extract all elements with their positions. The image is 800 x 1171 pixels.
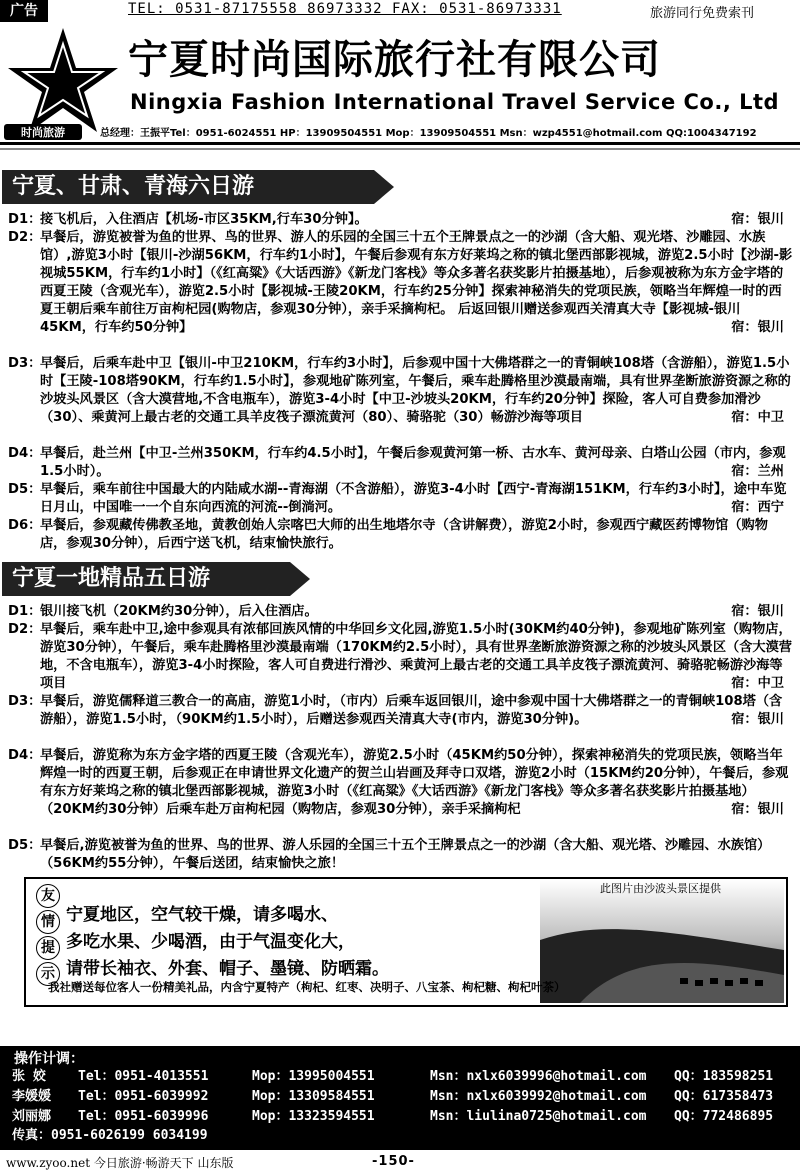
gift-note: 我社赠送每位客人一份精美礼品，内含宁夏特产（枸杞、红枣、决明子、八宝茶、枸杞糖、枸杞叶茶）	[48, 980, 566, 994]
tour1-title: 宁夏、甘肃、青海六日游	[2, 170, 374, 204]
tip-line-3: 请带长袖衣、外套、帽子、墨镜、防晒霜。	[66, 959, 389, 979]
manager-contacts: 总经理：王振平Tel：0951-6024551 HP：13909504551 Mop：13909504551 Msn：wzp4551@hotmail.com QQ:1004347192	[100, 128, 757, 139]
tour2-day-4: D4： 早餐后，游览称为东方金字塔的西夏王陵（含观光车），游览2.5小时（45KM约50分钟），探索神秘消失的党项民族，领略当年辉煌一时的西夏王朝，后参观正在申请世界文化遗产的贺兰山岩画及拜寺口双塔，游览2小时（15KM约20分钟），午餐后，参观有东方好莱坞之称的镇北堡西部影视城，游览3小时（《红高粱》《大话西游》《新龙门客栈》等众多著名获奖影片拍摄基地）（20KM约30分钟）后乘车赴万亩枸杞园（购物店，参观30分钟），亲手采摘枸杞 宿：银川	[8, 748, 789, 817]
tour1-day-3: D3： 早餐后，后乘车赴中卫【银川-中卫210KM，行车约3小时】，后参观中国十大佛塔群之一的青铜峡108塔（含游船），游览1.5小时【王陵-108塔90KM，行车约1.5小时】，参观地矿陈列室，午餐后，乘车赴腾格里沙漠最南端，具有世界垄断旅游资源之称的沙坡头风景区（含大漠营地,不含电瓶车），游览3-4小时【中卫-沙坡头20KM，行车约20分钟】探险，客人可自费参加滑沙（30）、乘黄河上最古老的交通工具羊皮筏子漂流黄河（80）、骑骆驼（30）畅游沙海等项目 宿：中卫	[8, 356, 791, 425]
operator-row-1: 张 姣 Tel：0951-4013551 Mop：13995004551 Msn：nxlx6039996@hotmail.com QQ：183598251	[12, 1069, 774, 1084]
tour1-day-1: D1： 接飞机后，入住酒店【机场-市区35KM,行车30分钟】。 宿：银川	[8, 212, 784, 227]
tip-line-2: 多吃水果、少喝酒，由于气温变化大，	[66, 932, 355, 952]
tour1-day-2: D2： 早餐后，游览被誉为鱼的世界、鸟的世界、游人的乐园的全国三十五个王牌景点之一的沙湖（含大船、观光塔、沙雕园、水族馆）,游览3小时【银川-沙湖56KM，行车约1小时】，午餐后参观有东方好莱坞之称的镇北堡西部影视城，游览2.5小时【沙湖-影视城55KM，行车约1小时】（《红高粱》《大话西游》《新龙门客栈》等众多著名获奖影片拍摄基地），后参观被称为东方金字塔的西夏王陵（含观光车），游览2.5小时【影视城-王陵20KM，行车约25分钟】探索神秘消失的党项民族，领略当年辉煌一时的西夏王朝后乘车前往万亩枸杞园(购物店，参观30分钟），亲手采摘枸杞。 后返回银川赠送参观西关清真大寺【影视城-银川45KM，行车约50分钟】 宿：银川	[8, 230, 793, 335]
tip-badge-char-4: 示	[36, 962, 60, 986]
tip-badge-char-2: 情	[36, 910, 60, 934]
header-rule-thin	[0, 148, 800, 150]
tour2-title: 宁夏一地精品五日游	[2, 562, 290, 596]
desert-camel-photo	[540, 880, 784, 1003]
photo-credit: 此图片由沙波头景区提供	[600, 882, 721, 895]
header-rule	[0, 142, 800, 145]
tour1-day-6: D6： 早餐后，参观藏传佛教圣地，黄教创始人宗喀巴大师的出生地塔尔寺（含讲解费），游览2小时，参观西宁藏医药博物馆（购物店，参观30分钟），后西宁送飞机，结束愉快旅行。	[8, 518, 768, 551]
page-number: -150-	[372, 1154, 415, 1169]
logo-caption: 时尚旅游	[4, 124, 82, 140]
agency-contact-strip: TEL: 0531-87175558 86973332 FAX: 0531-86973331	[128, 1, 562, 17]
ad-badge: 广告	[0, 0, 48, 22]
tip-badge-char-1: 友	[36, 884, 60, 908]
tour2-day-1: D1： 银川接飞机（20KM约30分钟），后入住酒店。 宿：银川	[8, 604, 784, 619]
tip-line-1: 宁夏地区，空气较干燥，请多喝水、	[66, 905, 338, 925]
tour1-day-4: D4： 早餐后，赴兰州【中卫-兰州350KM，行车约4.5小时】，午餐后参观黄河第一桥、古水车、黄河母亲、白塔山公园（市内，参观1.5小时）。 宿：兰州	[8, 446, 786, 479]
operator-row-3: 刘丽娜 Tel：0951-6039996 Mop：13323594551 Msn：liulina0725@hotmail.com QQ：772486895	[12, 1109, 774, 1124]
tour2-day-2: D2： 早餐后，乘车赴中卫,途中参观具有浓郁回族风情的中华回乡文化园,游览1.5小时(30KM约40分钟)，参观地矿陈列室（购物店，游览30分钟），午餐后，乘车赴腾格里沙漠最南端（170KM约2.5小时），具有世界垄断旅游资源之称的沙坡头风景区（含大漠营地，不含电瓶车），游览3-4小时探险，客人可自费进行滑沙、乘黄河上最古老的交通工具羊皮筏子漂流黄河、骑骆驼畅游沙海等项目 宿：中卫	[8, 622, 792, 691]
operator-row-2: 李媛媛 Tel：0951-6039992 Mop：13309584551 Msn：nxlx6039992@hotmail.com QQ：617358473	[12, 1089, 774, 1104]
tip-badge-char-3: 提	[36, 936, 60, 960]
tour1-day-5: D5： 早餐后，乘车前往中国最大的内陆咸水湖--青海湖（不含游船），游览3-4小时【西宁-青海湖151KM，行车约3小时】，途中车览日月山，中国唯一一个自东向西流的河流--倒淌河。 宿：西宁	[8, 482, 787, 515]
operator-title: 操作计调：	[14, 1051, 84, 1067]
tour2-day-5: D5： 早餐后,游览被誉为鱼的世界、鸟的世界、游人乐园的全国三十五个王牌景点之一的沙湖（含大船、观光塔、沙雕园、水族馆）（56KM约55分钟），午餐后送团，结束愉快之旅！	[8, 838, 771, 871]
tour2-day-3: D3： 早餐后，游览儒释道三教合一的高庙，游览1小时，（市内）后乘车返回银川，途中参观中国十大佛塔群之一的青铜峡108塔（含游船），游览1.5小时，（90KM约1.5小时），后赠送参观西关清真大寺(市内，游览30分钟)。 宿：银川	[8, 694, 784, 727]
company-name-en: Ningxia Fashion International Travel Service Co., Ltd	[130, 90, 780, 114]
footer-site: www.zyoo.net 今日旅游·畅游天下 山东版	[6, 1156, 234, 1170]
company-name-cn: 宁夏时尚国际旅行社有限公司	[128, 37, 661, 83]
free-catalog-note: 旅游同行免费索刊	[650, 6, 755, 21]
fax-line: 传真：0951-6026199 6034199	[12, 1128, 208, 1143]
